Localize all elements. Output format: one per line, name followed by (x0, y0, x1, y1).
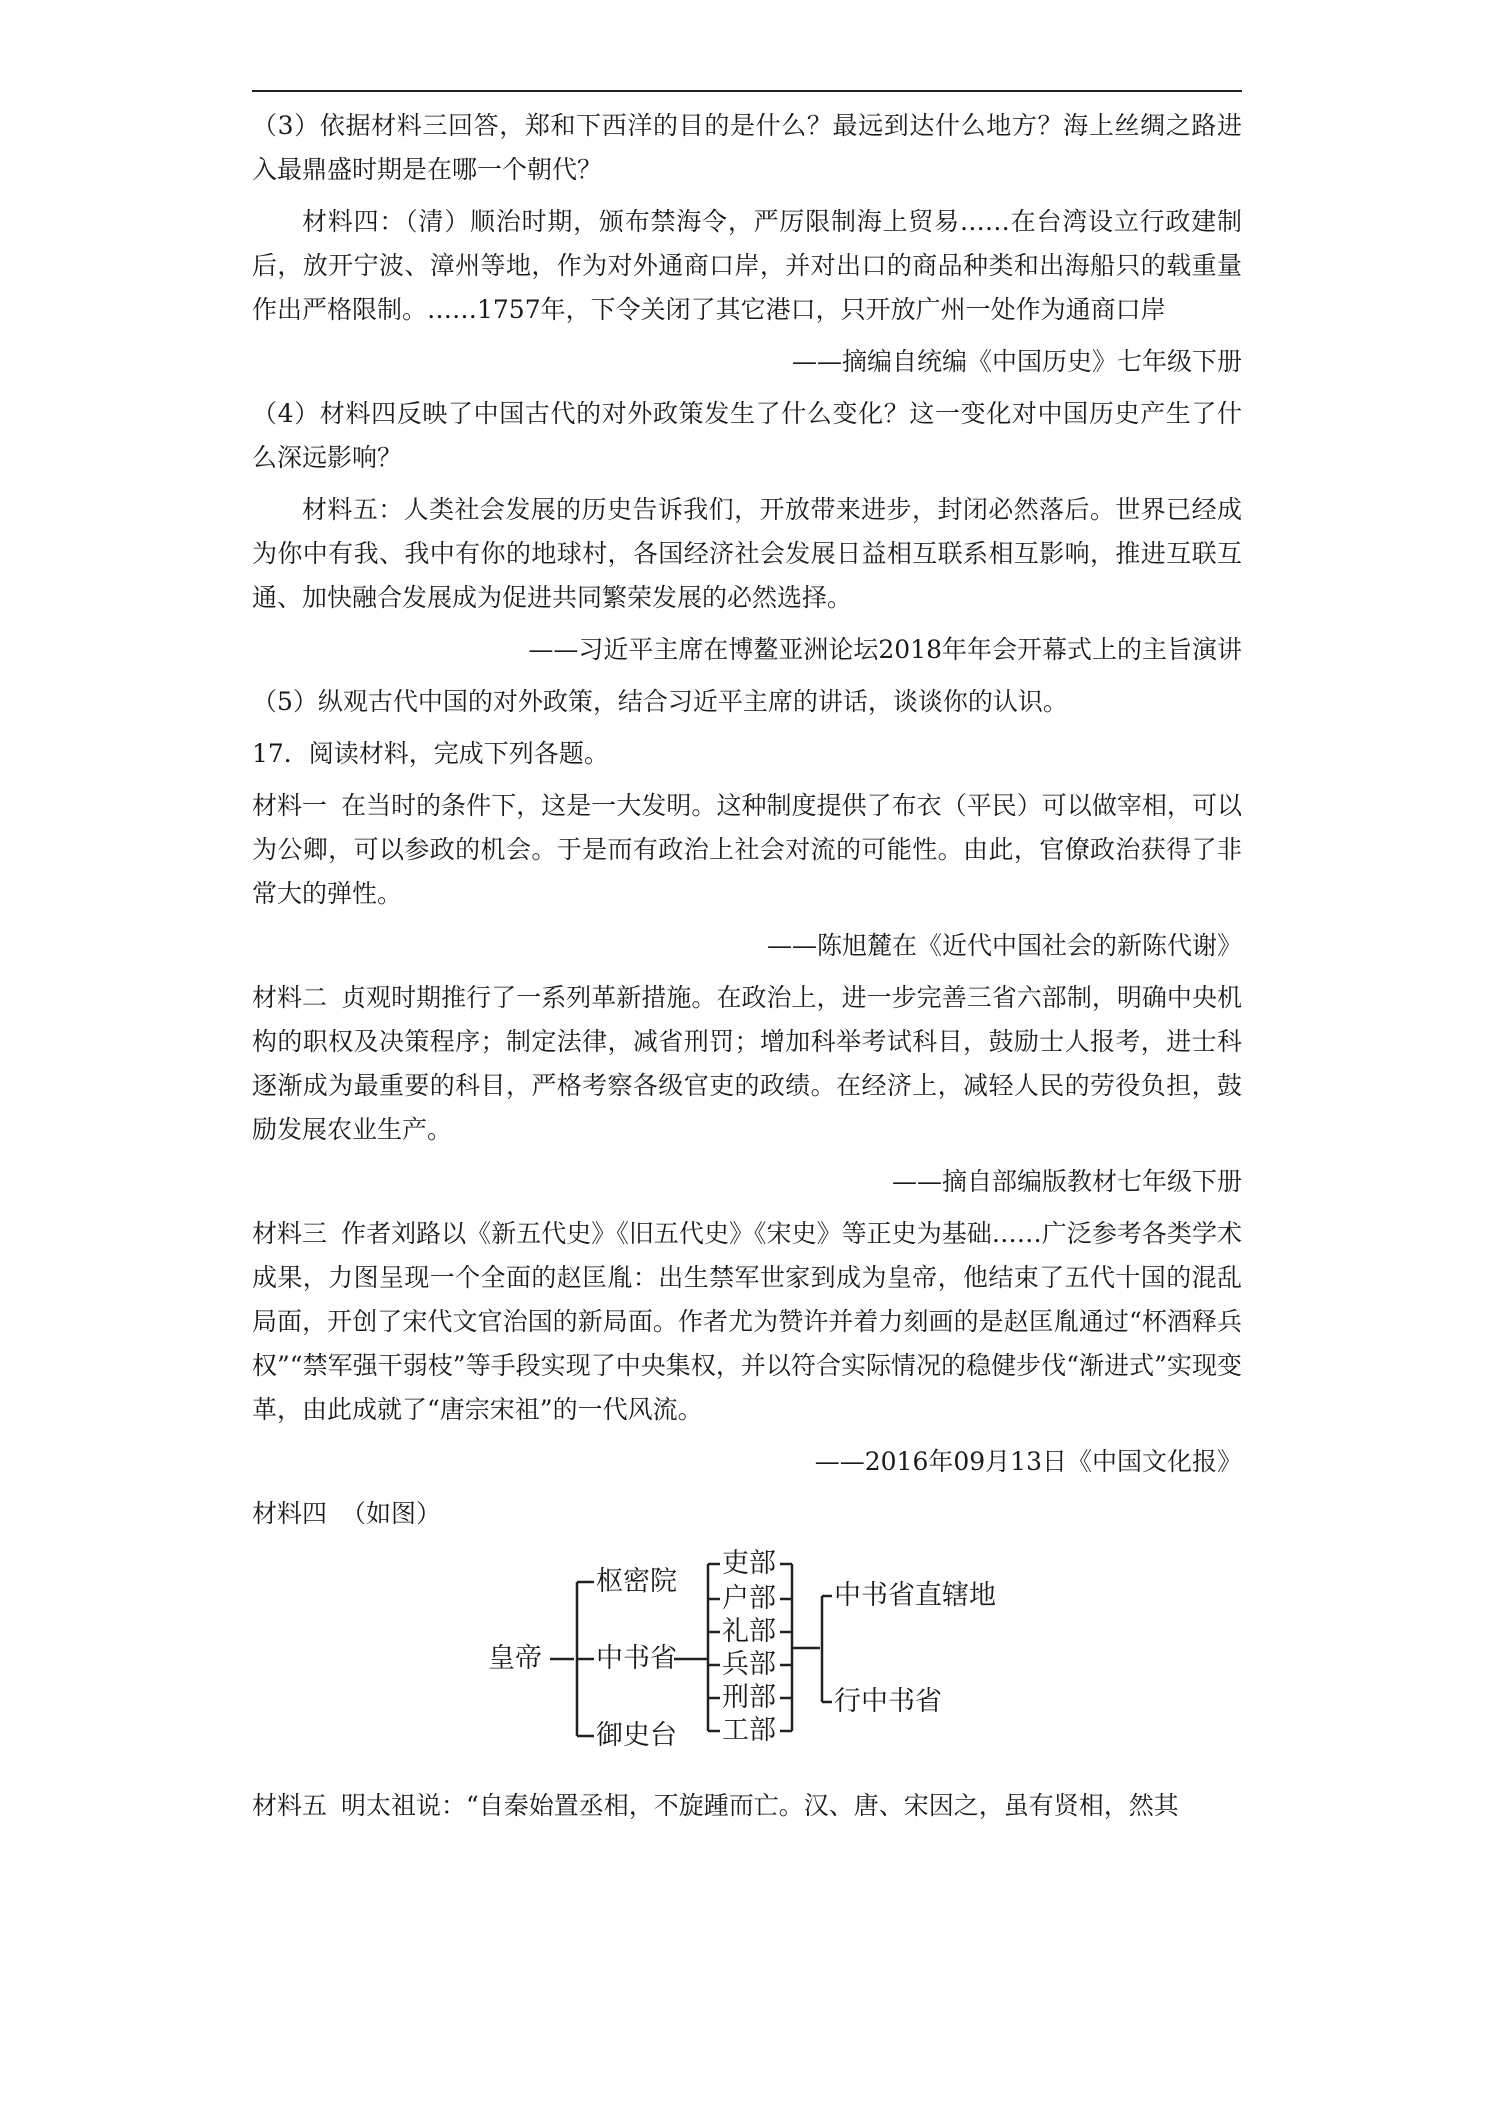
material-label: 材料三 (252, 1219, 328, 1248)
diagram-level1-item: 中书省 (596, 1643, 677, 1674)
administrative-structure-diagram (252, 1544, 1242, 1776)
diagram-ministry-item: 兵部 (722, 1649, 776, 1680)
question-text: （4）材料四反映了中国古代的对外政策发生了什么变化？这一变化对中国历史产生了什么深远影响？ (252, 399, 1242, 472)
material-text: 贞观时期推行了一系列革新措施。在政治上，进一步完善三省六部制，明确中央机构的职权及决策程序；制定法律，减省刑罚；增加科举考试科目，鼓励士人报考，进士科逐渐成为最重要的科目，严格考察各级官吏的政绩。在经济上，减轻人民的劳役负担，鼓励发展农业生产。 (252, 983, 1242, 1144)
material-paragraph (252, 1784, 1242, 1828)
material-paragraph: 材料五：人类社会发展的历史告诉我们，开放带来进步，封闭必然落后。世界已经成为你中有我、我中有你的地球村，各国经济社会发展日益相互联系相互影响，推进互联互通、加快融合发展成为促进共同繁荣发展的必然选择。 (252, 495, 1242, 612)
material-paragraph (252, 1492, 1242, 1536)
material-label: 材料四 (252, 1499, 328, 1528)
diagram-ministry-item: 礼部 (722, 1616, 776, 1647)
material-text: 作者刘路以《新五代史》《旧五代史》《宋史》等正史为基础……广泛参考各类学术成果，力图呈现一个全面的赵匡胤：出生禁军世家到成为皇帝，他结束了五代十国的混乱局面，开创了宋代文官治国的新局面。作者尤为赞许并着力刻画的是赵匡胤通过“杯酒释兵权”“禁军强干弱枝”等手段实现了中央集权，并以符合实际情况的稳健步伐“渐进式”实现变革，由此成就了“唐宗宋祖”的一代风流。 (252, 1219, 1242, 1424)
source-citation: ——摘编自统编《中国历史》七年级下册 (791, 347, 1242, 376)
header-rule (252, 90, 1242, 92)
source-citation: ——2016年09月13日《中国文化报》 (814, 1447, 1242, 1476)
material-label: 材料五 (252, 1791, 328, 1820)
material-paragraph (252, 976, 1242, 1152)
diagram-level3-item: 行中书省 (834, 1686, 942, 1717)
source-citation: ——陈旭麓在《近代中国社会的新陈代谢》 (766, 931, 1242, 960)
document-page (252, 104, 1242, 1836)
diagram-ministry-item: 工部 (722, 1715, 776, 1746)
material-paragraph: 材料四：（清）顺治时期，颁布禁海令，严厉限制海上贸易……在台湾设立行政建制后，放开宁波、漳州等地，作为对外通商口岸，并对出口的商品种类和出海船只的载重量作出严格限制。……1757年，下令关闭了其它港口，只开放广州一处作为通商口岸 (252, 207, 1242, 324)
question-text: （3）依据材料三回答，郑和下西洋的目的是什么？最远到达什么地方？海上丝绸之路进入最鼎盛时期是在哪一个朝代？ (252, 111, 1242, 184)
material-paragraph (252, 784, 1242, 916)
diagram-level1-item: 御史台 (596, 1720, 677, 1751)
source-citation: ——摘自部编版教材七年级下册 (891, 1167, 1242, 1196)
question-text: （5）纵观古代中国的对外政策，结合习近平主席的讲话，谈谈你的认识。 (252, 687, 1068, 716)
material-label: 材料二 (252, 983, 328, 1012)
material-text: （如图） (341, 1499, 442, 1528)
material-text: 明太祖说：“自秦始置丞相，不旋踵而亡。汉、唐、宋因之，虽有贤相，然其 (341, 1791, 1179, 1820)
question-text: 17．阅读材料，完成下列各题。 (252, 739, 609, 768)
diagram-ministry-item: 户部 (722, 1583, 776, 1614)
material-paragraph (252, 1212, 1242, 1432)
diagram-level3-item: 中书省直辖地 (834, 1580, 996, 1611)
source-citation: ——习近平主席在博鳌亚洲论坛2018年年会开幕式上的主旨演讲 (528, 635, 1242, 664)
diagram-level1-item: 枢密院 (596, 1566, 677, 1597)
material-text: 在当时的条件下，这是一大发明。这种制度提供了布衣（平民）可以做宰相，可以为公卿，可以参政的机会。于是而有政治上社会对流的可能性。由此，官僚政治获得了非常大的弹性。 (252, 791, 1242, 908)
diagram-ministry-item: 刑部 (722, 1682, 776, 1713)
diagram-ministry-item: 吏部 (722, 1548, 776, 1579)
material-label: 材料一 (252, 791, 328, 820)
diagram-root-emperor: 皇帝 (488, 1643, 542, 1674)
